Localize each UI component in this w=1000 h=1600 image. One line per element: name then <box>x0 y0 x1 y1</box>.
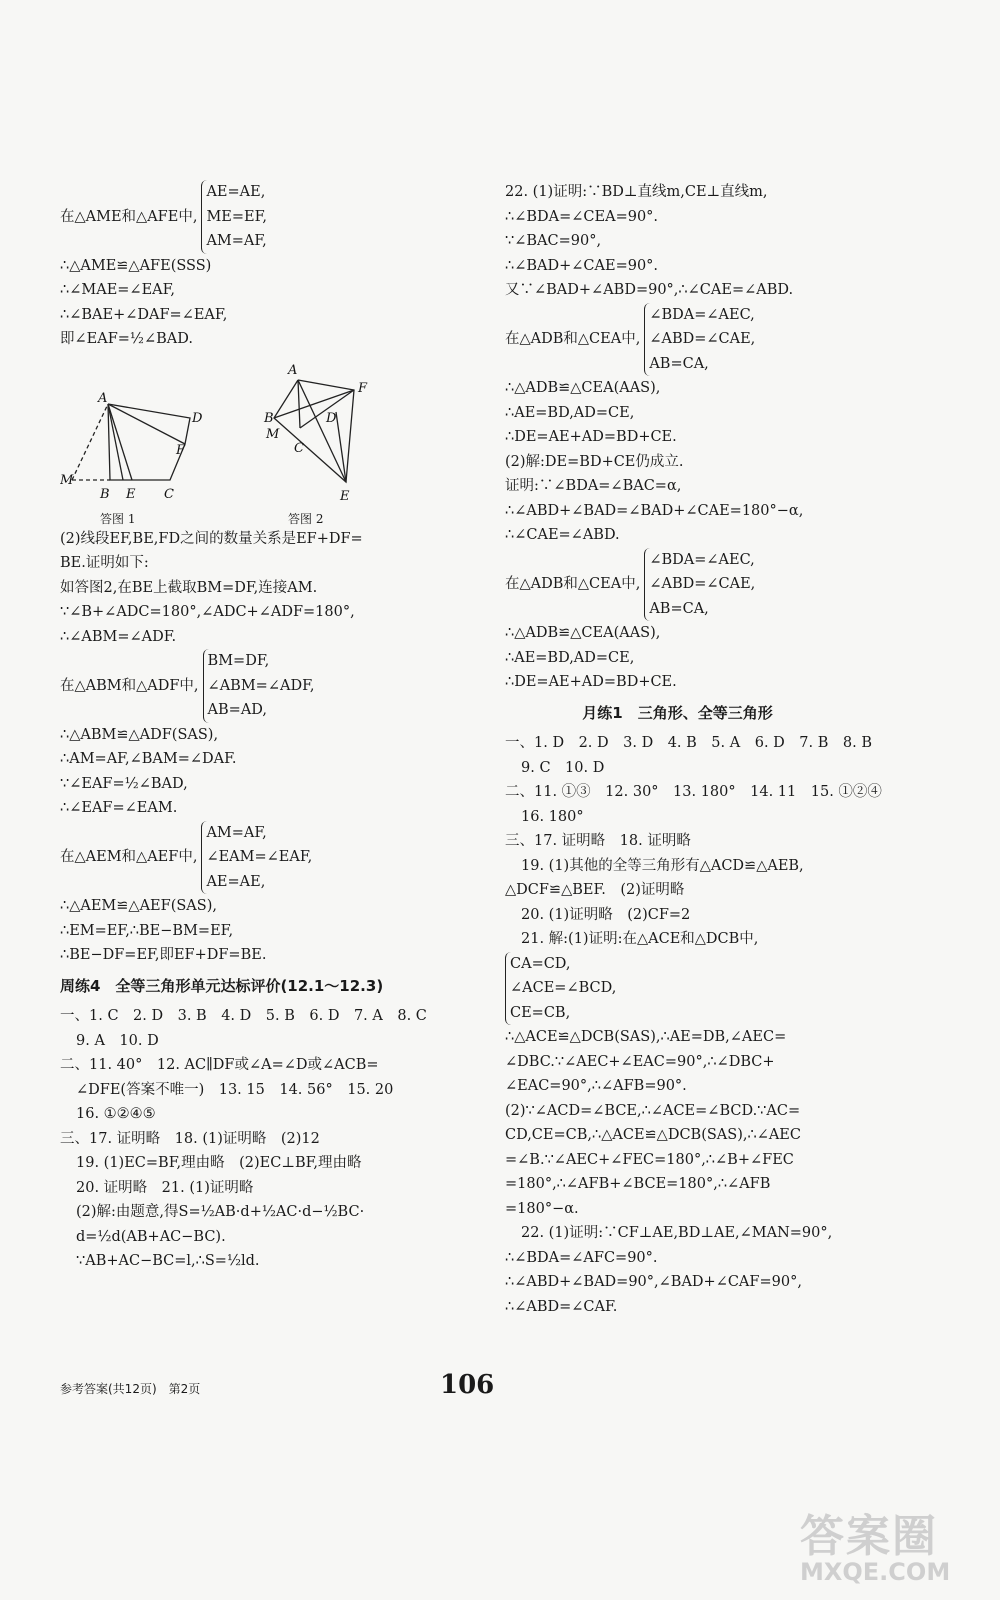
answer-line: 二、11. ①③ 12. 30° 13. 180° 14. 11 15. ①②④ <box>505 784 882 800</box>
system-line: ∠ABD=∠CAE, <box>649 331 756 347</box>
answer-line: 19. (1)其他的全等三角形有△ACD≌△AEB, <box>521 857 804 874</box>
answer-figures <box>60 352 470 527</box>
answer-line: 一、1. C 2. D 3. B 4. D 5. B 6. D 7. A 8. C <box>60 1008 427 1024</box>
answer-line: 16. 180° <box>521 808 584 825</box>
proof-line: 如答图2,在BE上截取BM=DF,连接AM. <box>60 579 318 596</box>
answer-line: ∠EAC=90°,∴∠AFB=90°. <box>505 1078 687 1094</box>
point-label-B: B <box>100 486 110 502</box>
answer-line: 16. ①②④⑤ <box>76 1106 156 1122</box>
system-line: AE=AE, <box>206 873 266 890</box>
point-label-F: F <box>358 380 368 396</box>
system-line: BM=DF, <box>207 653 270 669</box>
answer-line: 三、17. 证明略 18. 证明略 <box>505 833 691 849</box>
point-label-A: A <box>98 390 108 406</box>
section-heading: 月练1 三角形、全等三角形 <box>582 703 773 722</box>
point-label-A: A <box>288 362 298 378</box>
point-label-B: B <box>264 410 274 426</box>
answer-line: d=½d(AB+AC−BC). <box>76 1228 226 1245</box>
proof-line: 即∠EAF=½∠BAD. <box>60 331 193 347</box>
point-label-D: D <box>192 410 203 426</box>
answer-line: △DCF≌△BEF. (2)证明略 <box>505 882 685 898</box>
figure-caption: 答图 1 <box>100 511 136 526</box>
system-line: AB=CA, <box>649 355 709 372</box>
point-label-E: E <box>340 488 350 504</box>
proof-line: 证明:∵∠BDA=∠BAC=α, <box>505 478 682 494</box>
proof-line: ∴AE=BD,AD=CE, <box>505 404 635 421</box>
proof-line: ∴△ABM≌△ADF(SAS), <box>60 726 219 743</box>
point-label-F: F <box>176 442 186 458</box>
proof-line: ∴∠MAE=∠EAF, <box>60 282 176 298</box>
system-line: ∠ABM=∠ADF, <box>207 677 315 694</box>
answer-line: 二、11. 40° 12. AC∥DF或∠A=∠D或∠ACB= <box>60 1057 379 1073</box>
point-label-D: D <box>326 410 337 426</box>
answer-line: =180°,∴∠AFB+∠BCE=180°,∴∠AFB <box>505 1176 771 1192</box>
watermark-text: 答案圈 <box>800 1511 938 1562</box>
proof-line: ∴△ADB≌△CEA(AAS), <box>505 625 661 641</box>
proof-line: ∴AM=AF,∠BAM=∠DAF. <box>60 751 237 767</box>
page-number: 106 <box>440 1370 495 1400</box>
proof-line: (2)线段EF,BE,FD之间的数量关系是EF+DF= <box>60 530 363 547</box>
answer-line: 21. 解:(1)证明:在△ACE和△DCB中, <box>521 931 759 947</box>
proof-line: BE.证明如下: <box>60 555 149 571</box>
answer-line: (2)解:由题意,得S=½AB·d+½AC·d−½BC· <box>76 1204 365 1220</box>
proof-line: 又∵∠BAD+∠ABD=90°,∴∠CAE=∠ABD. <box>505 282 794 298</box>
left-column <box>60 180 470 1274</box>
point-label-C: C <box>164 486 174 502</box>
system-line: ME=EF, <box>206 208 268 225</box>
proof-line: ∴BE−DF=EF,即EF+DF=BE. <box>60 947 267 963</box>
answer-line: CD,CE=CB,∴△ACE≌△DCB(SAS),∴∠AEC <box>505 1127 801 1143</box>
answer-line: ∠DFE(答案不唯一) 13. 15 14. 56° 15. 20 <box>76 1081 394 1098</box>
brace-group <box>644 548 755 622</box>
answer-line: 一、1. D 2. D 3. D 4. B 5. A 6. D 7. B 8. B <box>505 735 872 751</box>
proof-line: (2)解:DE=BD+CE仍成立. <box>505 453 684 470</box>
answer-line: 20. (1)证明略 (2)CF=2 <box>521 906 691 923</box>
equation-system <box>60 649 470 723</box>
system-line: CA=CD, <box>510 955 571 972</box>
system-line: ∠EAM=∠EAF, <box>206 849 313 865</box>
system-line: AB=CA, <box>649 600 709 617</box>
point-label-C: C <box>294 440 304 456</box>
system-line: AE=AE, <box>206 184 266 200</box>
system-line: ∠BDA=∠AEC, <box>649 551 755 568</box>
system-line: AM=AF, <box>206 233 267 249</box>
system-prefix: 在△AEM和△AEF中, <box>60 849 198 865</box>
proof-line: ∴∠ABD+∠BAD=∠BAD+∠CAE=180°−α, <box>505 502 804 519</box>
right-column <box>505 180 882 1319</box>
point-label-M: M <box>266 426 280 442</box>
proof-line: ∴∠BDA=∠CEA=90°. <box>505 208 659 225</box>
answer-line: 三、17. 证明略 18. (1)证明略 (2)12 <box>60 1130 320 1147</box>
geometry-figures <box>60 352 470 527</box>
brace-group <box>505 952 850 1026</box>
proof-line: ∴DE=AE+AD=BD+CE. <box>505 674 677 690</box>
proof-line: ∴△AME≌△AFE(SSS) <box>60 257 212 274</box>
answer-line: 22. (1)证明:∵CF⊥AE,BD⊥AE,∠MAN=90°, <box>521 1225 833 1241</box>
watermark-logo <box>800 1500 975 1595</box>
point-label-M: M <box>60 472 74 488</box>
answer-line: =∠B.∵∠AEC+∠FEC=180°,∴∠B+∠FEC <box>505 1151 794 1168</box>
answer-line: ∴△ACE≌△DCB(SAS),∴AE=DB,∠AEC= <box>505 1029 787 1045</box>
answer-line: ∠DBC.∵∠AEC+∠EAC=90°,∴∠DBC+ <box>505 1053 775 1070</box>
proof-line: ∴∠ABM=∠ADF. <box>60 628 177 645</box>
system-line: AB=AD, <box>207 702 268 718</box>
proof-line: ∵∠EAF=½∠BAD, <box>60 775 188 792</box>
system-line: ∠BDA=∠AEC, <box>649 306 755 323</box>
system-line: ∠ACE=∠BCD, <box>510 980 617 996</box>
proof-line: ∵∠B+∠ADC=180°,∠ADC+∠ADF=180°, <box>60 604 355 620</box>
answer-line: 9. A 10. D <box>76 1032 159 1049</box>
system-prefix: 在△ABM和△ADF中, <box>60 677 199 694</box>
brace-group <box>201 180 267 254</box>
proof-line: ∴AE=BD,AD=CE, <box>505 649 635 666</box>
proof-line: ∴∠EAF=∠EAM. <box>60 800 178 816</box>
system-line: ∠ABD=∠CAE, <box>649 576 756 592</box>
section-heading: 周练4 全等三角形单元达标评价(12.1～12.3) <box>60 976 384 995</box>
equation-system <box>60 821 470 895</box>
answer-line: (2)∵∠ACD=∠BCE,∴∠ACE=∠BCD.∵AC= <box>505 1102 801 1119</box>
point-label-E: E <box>126 486 136 502</box>
answer-line: 9. C 10. D <box>521 759 605 776</box>
answer-line: ∴∠ABD+∠BAD=90°,∠BAD+∠CAF=90°, <box>505 1274 802 1290</box>
brace-group <box>644 303 755 377</box>
system-prefix: 在△ADB和△CEA中, <box>505 576 641 592</box>
equation-system <box>60 180 470 254</box>
system-line: AM=AF, <box>206 824 267 841</box>
proof-line: ∴EM=EF,∴BE−BM=EF, <box>60 922 234 939</box>
proof-line: ∴∠BAD+∠CAE=90°. <box>505 257 659 274</box>
brace-group <box>203 649 315 723</box>
answer-line: ∴∠BDA=∠AFC=90°. <box>505 1249 658 1266</box>
answer-line: =180°−α. <box>505 1200 579 1217</box>
answer-line: 20. 证明略 21. (1)证明略 <box>76 1179 254 1196</box>
proof-line: ∴∠CAE=∠ABD. <box>505 527 620 543</box>
equation-system <box>505 303 850 377</box>
system-line: CE=CB, <box>510 1004 571 1021</box>
brace-group <box>201 821 312 895</box>
proof-line: ∴DE=AE+AD=BD+CE. <box>505 429 677 445</box>
system-prefix: 在△ADB和△CEA中, <box>505 331 641 347</box>
footer-label: 参考答案(共12页) 第2页 <box>60 1382 201 1396</box>
proof-line: ∴△AEM≌△AEF(SAS), <box>60 898 217 914</box>
equation-system <box>505 548 850 622</box>
watermark-url: MXQE.COM <box>800 1558 951 1586</box>
proof-line: 22. (1)证明:∵BD⊥直线m,CE⊥直线m, <box>505 184 768 200</box>
system-prefix: 在△AME和△AFE中, <box>60 208 198 225</box>
answer-line: ∵AB+AC−BC=l,∴S=½ld. <box>76 1253 260 1269</box>
figure-caption: 答图 2 <box>288 511 324 526</box>
answer-line: ∴∠ABD=∠CAF. <box>505 1298 618 1315</box>
answer-line: 19. (1)EC=BF,理由略 (2)EC⊥BF,理由略 <box>76 1155 362 1171</box>
proof-line: ∴△ADB≌△CEA(AAS), <box>505 380 661 396</box>
proof-line: ∵∠BAC=90°, <box>505 233 602 249</box>
proof-line: ∴∠BAE+∠DAF=∠EAF, <box>60 306 228 323</box>
